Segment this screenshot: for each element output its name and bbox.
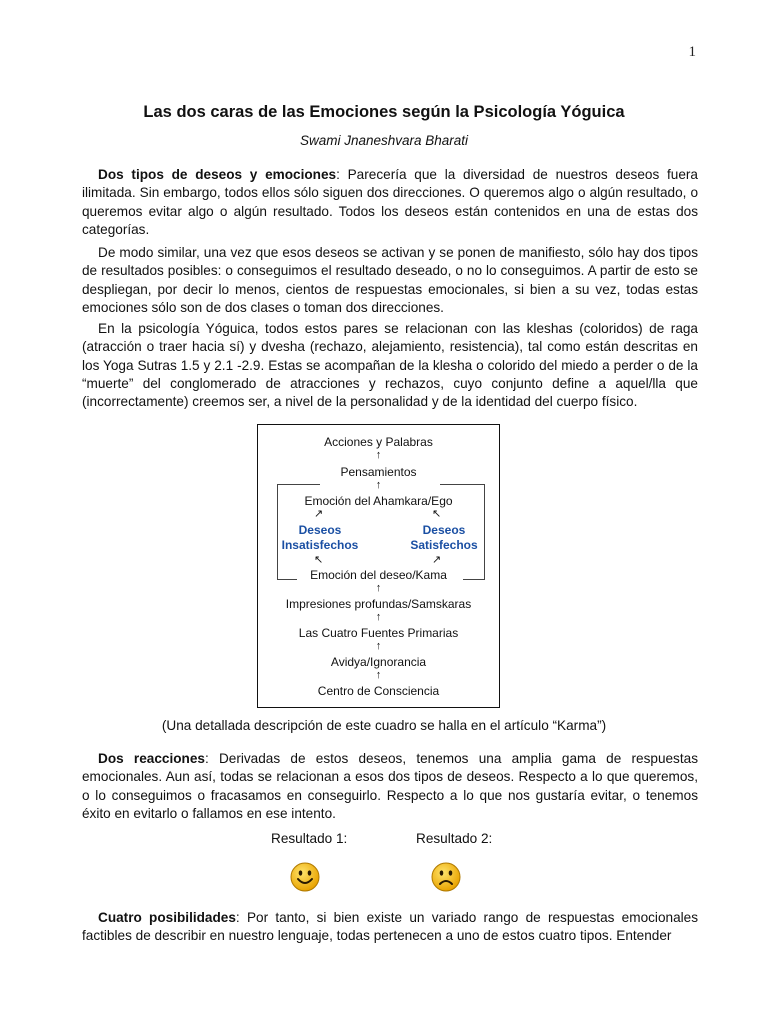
deseos-satisfechos-label [404, 523, 484, 553]
diagram-emocion-deseo: Emoción del deseo/Kama [310, 568, 447, 582]
arrow-up-right-icon: ↗ [314, 508, 324, 520]
result-1-label: Resultado 1: [271, 831, 348, 846]
deseos-satisfechos-line1: Deseos [422, 523, 466, 537]
diagram-fuentes: Las Cuatro Fuentes Primarias [298, 626, 459, 640]
paragraph-modo-similar [82, 244, 698, 317]
arrow-up-icon: ↑ [375, 669, 382, 681]
happy-face-icon [290, 862, 320, 892]
arrow-up-right-icon: ↗ [432, 554, 442, 566]
arrow-up-left-icon: ↖ [432, 508, 442, 520]
emotion-diagram [257, 424, 500, 708]
deseos-satisfechos-line2: Satisfechos [410, 538, 478, 552]
diagram-pensamientos: Pensamientos [340, 465, 417, 479]
deseos-insatisfechos-line1: Deseos [298, 523, 342, 537]
diagram-caption: (Una detallada descripción de este cuadro se halla en el artículo “Karma”) [161, 718, 607, 733]
diagram-avidya: Avidya/Ignorancia [330, 655, 427, 669]
paragraph-lead: Dos tipos de deseos y emociones [98, 167, 337, 182]
deseos-insatisfechos-line2: Insatisfechos [281, 538, 359, 552]
paragraph-cuatro-posibilidades [82, 909, 698, 946]
diagram-emocion-ego: Emoción del Ahamkara/Ego [304, 494, 453, 508]
document-title: Las dos caras de las Emociones según la Psicología Yóguica [143, 103, 625, 121]
paragraph-dos-tipos [82, 166, 698, 239]
arrow-up-icon: ↑ [375, 640, 382, 652]
arrow-up-icon: ↑ [375, 611, 382, 623]
document-author: Swami Jnaneshvara Bharati [299, 133, 469, 148]
paragraph-text: De modo similar, una vez que esos deseos se activan y se ponen de manifiesto, sólo hay dos tipos de resultados posibles: o conseguimos el resultado deseado, o no lo conseguimos. A partir de esto se despliegan, por decir lo menos, cientos de respuestas emocionales, si bien a su vez, todas estas emociones sólo son de dos clases o toman dos direcciones. [82, 245, 698, 315]
paragraph-lead: Dos reacciones [98, 751, 205, 766]
paragraph-dos-reacciones [82, 750, 698, 823]
arrow-up-icon: ↑ [375, 479, 382, 491]
diagram-acciones: Acciones y Palabras [324, 435, 433, 449]
paragraph-text: : Por tanto, si bien existe un variado rango de respuestas emocionales factibles de describir en nuestro lenguaje, todas pertenecen a uno de estos cuatro tipos. Entender [82, 910, 698, 944]
diagram-impresiones: Impresiones profundas/Samskaras [285, 597, 472, 611]
deseos-insatisfechos-label [280, 523, 360, 553]
paragraph-text: : Derivadas de estos deseos, tenemos una amplia gama de respuestas emocionales. Aun así, todas se relacionan a esos dos tipos de deseos. Respecto a lo que queremos, o lo conseguimos o fracasamos en conseguirlo. Respecto a lo que nos gustaría evitar, o tenemos éxito en evitarlo o fallamos en ese intento. [82, 751, 698, 821]
page-number: 1 [688, 44, 696, 60]
arrow-up-left-icon: ↖ [314, 554, 324, 566]
result-2-label: Resultado 2: [416, 831, 493, 846]
sad-face-icon [431, 862, 461, 892]
diagram-centro: Centro de Consciencia [317, 684, 440, 698]
paragraph-text: En la psicología Yóguica, todos estos pares se relacionan con las kleshas (coloridos) de raga (atracción o traer hacia sí) y dvesha (rechazo, alejamiento, resistencia), tal como están descritas en los Yoga Sutras 1.5 y 2.1 -2.9. Estas se acompañan de la klesha o colorido del miedo a perder o de la “muerte” del conglomerado de atracciones y rechazos, cuyo conjunto define a aquel/lla que (incorrectamente) creemos ser, a nivel de la personalidad y de la identidad del cuerpo físico. [82, 321, 698, 410]
paragraph-psicologia-yoguica [82, 320, 698, 411]
arrow-up-icon: ↑ [375, 582, 382, 594]
paragraph-text: : Parecería que la diversidad de nuestros deseos fuera ilimitada. Sin embargo, todos ellos sólo siguen dos direcciones. O queremos algo o algún resultado, o queremos evitar algo o algún resultado. Todos los deseos están contenidos en una de estas dos categorías. [82, 167, 698, 237]
paragraph-lead: Cuatro posibilidades [98, 910, 236, 925]
arrow-up-icon: ↑ [375, 449, 382, 461]
